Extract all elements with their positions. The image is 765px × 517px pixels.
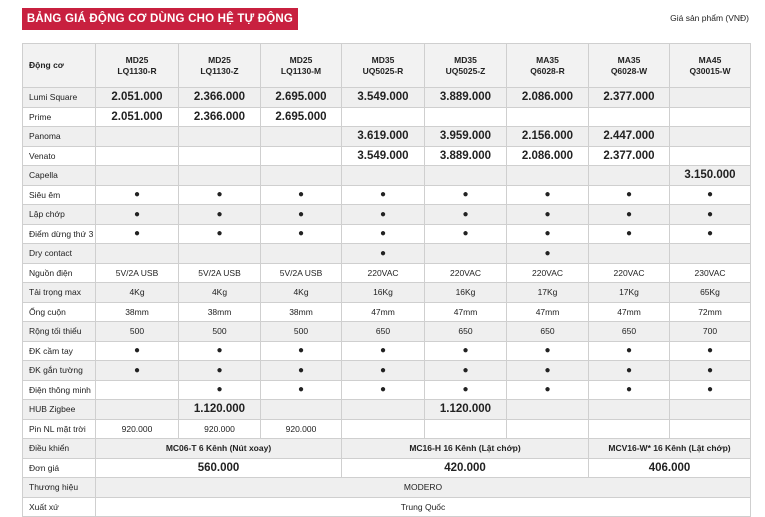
table-cell: 500: [261, 322, 342, 342]
table-cell: 72mm: [670, 302, 751, 322]
table-cell: 500: [96, 322, 179, 342]
table-cell: [342, 166, 425, 186]
row-label: Dry contact: [23, 244, 96, 264]
feature-dot-cell: ●: [670, 341, 751, 361]
table-cell: 65Kg: [670, 283, 751, 303]
feature-dot-cell: ●: [342, 341, 425, 361]
table-row: [23, 400, 751, 420]
table-cell: 700: [670, 322, 751, 342]
model-series: MD25: [289, 54, 313, 65]
feature-dot-cell: ●: [179, 380, 261, 400]
table-cell: [179, 166, 261, 186]
table-cell: [179, 127, 261, 147]
table-cell: [425, 419, 507, 439]
feature-dot-cell: ●: [261, 380, 342, 400]
row-label: Lumi Square: [23, 88, 96, 108]
table-cell: 500: [179, 322, 261, 342]
table-cell: [96, 166, 179, 186]
table-cell: [670, 146, 751, 166]
table-cell: [589, 166, 670, 186]
feature-dot-cell: [96, 244, 179, 264]
column-header: [670, 44, 751, 88]
table-cell: [261, 166, 342, 186]
model-series: MD35: [454, 54, 477, 65]
row-label: Thương hiệu: [23, 478, 96, 498]
table-cell: [261, 146, 342, 166]
table-row: [23, 127, 751, 147]
table-cell: 2.366.000: [179, 107, 261, 127]
table-cell: 220VAC: [342, 263, 425, 283]
table-row: [23, 205, 751, 225]
feature-dot-cell: ●: [261, 205, 342, 225]
table-cell: 220VAC: [589, 263, 670, 283]
table-cell: 47mm: [425, 302, 507, 322]
model-code: Q6028-W: [610, 65, 648, 76]
table-cell: [425, 107, 507, 127]
model-code: Q6028-R: [530, 65, 565, 76]
feature-dot-cell: ●: [179, 205, 261, 225]
row-label: Pin NL mặt trời: [23, 419, 96, 439]
table-row: [23, 263, 751, 283]
row-label: Siêu êm: [23, 185, 96, 205]
table-row: [23, 146, 751, 166]
feature-dot-cell: [425, 244, 507, 264]
feature-dot-cell: ●: [589, 224, 670, 244]
feature-dot-cell: ●: [96, 341, 179, 361]
column-header: [179, 44, 261, 88]
feature-dot-cell: ●: [179, 361, 261, 381]
merged-cell: 560.000: [96, 458, 342, 478]
feature-dot-cell: ●: [507, 380, 589, 400]
feature-dot-cell: ●: [342, 205, 425, 225]
table-cell: [96, 400, 179, 420]
table-cell: 5V/2A USB: [261, 263, 342, 283]
model-code: UQ5025-R: [362, 65, 404, 76]
feature-dot-cell: ●: [179, 341, 261, 361]
column-header: [96, 44, 179, 88]
feature-dot-cell: ●: [96, 361, 179, 381]
table-cell: [670, 419, 751, 439]
row-label: HUB Zigbee: [23, 400, 96, 420]
row-label: Panoma: [23, 127, 96, 147]
merged-cell: MCV16-W* 16 Kênh (Lật chớp): [589, 439, 751, 459]
column-header: [342, 44, 425, 88]
table-cell: 1.120.000: [425, 400, 507, 420]
table-cell: [589, 419, 670, 439]
table-cell: 4Kg: [179, 283, 261, 303]
table-cell: 2.377.000: [589, 88, 670, 108]
table-cell: [507, 400, 589, 420]
table-cell: 16Kg: [425, 283, 507, 303]
table-row: [23, 361, 751, 381]
feature-dot-cell: ●: [507, 205, 589, 225]
feature-dot-cell: ●: [589, 185, 670, 205]
table-row: [23, 478, 751, 498]
feature-dot-cell: [179, 244, 261, 264]
table-cell: 3.619.000: [342, 127, 425, 147]
table-row: [23, 166, 751, 186]
feature-dot-cell: ●: [670, 224, 751, 244]
table-cell: 2.695.000: [261, 88, 342, 108]
model-series: MA35: [617, 54, 641, 65]
feature-dot-cell: ●: [670, 205, 751, 225]
table-row: [23, 185, 751, 205]
table-cell: 920.000: [96, 419, 179, 439]
table-cell: [96, 127, 179, 147]
table-row: [23, 244, 751, 264]
table-row: [23, 107, 751, 127]
model-code: LQ1130-M: [280, 65, 322, 76]
feature-dot-cell: ●: [670, 361, 751, 381]
feature-dot-cell: ●: [425, 341, 507, 361]
table-row: [23, 439, 751, 459]
row-label: Điện thông minh: [23, 380, 96, 400]
table-cell: 2.156.000: [507, 127, 589, 147]
table-cell: 38mm: [179, 302, 261, 322]
table-cell: [589, 107, 670, 127]
table-row: [23, 341, 751, 361]
model-series: MD25: [208, 54, 231, 65]
table-cell: 5V/2A USB: [179, 263, 261, 283]
table-cell: 3.889.000: [425, 146, 507, 166]
table-cell: 220VAC: [425, 263, 507, 283]
row-label: Ống cuộn: [23, 302, 96, 322]
table-cell: 650: [589, 322, 670, 342]
merged-cell: MC16-H 16 Kênh (Lật chớp): [342, 439, 589, 459]
feature-dot-cell: ●: [425, 380, 507, 400]
feature-dot-cell: ●: [507, 341, 589, 361]
table-cell: 17Kg: [589, 283, 670, 303]
feature-dot-cell: ●: [589, 361, 670, 381]
table-cell: [670, 107, 751, 127]
row-label: Tải trọng max: [23, 283, 96, 303]
feature-dot-cell: ●: [507, 244, 589, 264]
model-code: Q30015-W: [689, 65, 731, 76]
column-header: [589, 44, 670, 88]
feature-dot-cell: ●: [179, 185, 261, 205]
feature-dot-cell: ●: [261, 185, 342, 205]
table-cell: 1.120.000: [179, 400, 261, 420]
feature-dot-cell: ●: [342, 185, 425, 205]
table-cell: 47mm: [507, 302, 589, 322]
feature-dot-cell: [589, 244, 670, 264]
feature-dot-cell: ●: [589, 341, 670, 361]
model-series: MA35: [536, 54, 559, 65]
merged-cell: 406.000: [589, 458, 751, 478]
table-cell: 2.051.000: [96, 107, 179, 127]
row-label: Xuất xứ: [23, 497, 96, 517]
feature-dot-cell: ●: [261, 361, 342, 381]
feature-dot-cell: ●: [342, 380, 425, 400]
feature-dot-cell: ●: [507, 185, 589, 205]
feature-dot-cell: ●: [589, 380, 670, 400]
table-cell: [179, 146, 261, 166]
row-label: Capella: [23, 166, 96, 186]
model-code: LQ1130-Z: [200, 65, 239, 76]
feature-dot-cell: ●: [96, 224, 179, 244]
table-row: [23, 380, 751, 400]
corner-label: Động cơ: [23, 44, 96, 88]
row-label: Điểm dừng thứ 3: [23, 224, 96, 244]
feature-dot-cell: ●: [261, 224, 342, 244]
row-label: Điều khiển: [23, 439, 96, 459]
table-row: [23, 458, 751, 478]
table-cell: 3.889.000: [425, 88, 507, 108]
row-label: ĐK cầm tay: [23, 341, 96, 361]
page-title-banner: BẢNG GIÁ ĐỘNG CƠ DÙNG CHO HỆ TỰ ĐỘNG: [22, 8, 298, 30]
table-row: [23, 322, 751, 342]
feature-dot-cell: ●: [96, 185, 179, 205]
feature-dot-cell: ●: [425, 205, 507, 225]
table-cell: [507, 107, 589, 127]
table-cell: 920.000: [261, 419, 342, 439]
table-cell: 2.447.000: [589, 127, 670, 147]
model-series: MD35: [371, 54, 395, 65]
row-label: Nguồn điện: [23, 263, 96, 283]
table-cell: 38mm: [261, 302, 342, 322]
table-row: [23, 224, 751, 244]
column-header: [261, 44, 342, 88]
row-label: Venato: [23, 146, 96, 166]
feature-dot-cell: ●: [670, 185, 751, 205]
merged-cell: MODERO: [96, 478, 751, 498]
table-cell: 47mm: [589, 302, 670, 322]
table-cell: 3.150.000: [670, 166, 751, 186]
table-row: [23, 302, 751, 322]
table-cell: [670, 88, 751, 108]
merged-cell: MC06-T 6 Kênh (Nút xoay): [96, 439, 342, 459]
table-cell: [589, 400, 670, 420]
table-cell: 17Kg: [507, 283, 589, 303]
table-cell: 650: [342, 322, 425, 342]
feature-dot-cell: ●: [425, 185, 507, 205]
price-unit-note: Giá sản phẩm (VNĐ): [670, 13, 749, 23]
table-cell: [342, 419, 425, 439]
feature-dot-cell: ●: [425, 361, 507, 381]
model-code: UQ5025-Z: [445, 65, 486, 76]
model-series: MD25: [125, 54, 149, 65]
table-cell: [261, 127, 342, 147]
feature-dot-cell: ●: [96, 205, 179, 225]
column-header: [507, 44, 589, 88]
table-cell: 230VAC: [670, 263, 751, 283]
table-cell: [670, 400, 751, 420]
feature-dot-cell: ●: [507, 361, 589, 381]
row-label: Prime: [23, 107, 96, 127]
feature-dot-cell: ●: [670, 380, 751, 400]
table-cell: 2.086.000: [507, 88, 589, 108]
feature-dot-cell: ●: [425, 224, 507, 244]
table-cell: 3.549.000: [342, 146, 425, 166]
feature-dot-cell: ●: [507, 224, 589, 244]
feature-dot-cell: [670, 244, 751, 264]
table-cell: [507, 166, 589, 186]
model-code: LQ1130-R: [117, 65, 157, 76]
table-cell: 4Kg: [261, 283, 342, 303]
table-cell: [507, 419, 589, 439]
table-cell: 650: [507, 322, 589, 342]
feature-dot-cell: ●: [342, 361, 425, 381]
table-cell: 5V/2A USB: [96, 263, 179, 283]
table-cell: 38mm: [96, 302, 179, 322]
table-cell: 2.377.000: [589, 146, 670, 166]
table-cell: 2.086.000: [507, 146, 589, 166]
table-cell: 3.959.000: [425, 127, 507, 147]
table-cell: [261, 400, 342, 420]
feature-dot-cell: ●: [179, 224, 261, 244]
feature-dot-cell: [96, 380, 179, 400]
feature-dot-cell: ●: [342, 244, 425, 264]
feature-dot-cell: ●: [342, 224, 425, 244]
table-row: [23, 497, 751, 517]
feature-dot-cell: ●: [261, 341, 342, 361]
row-label: Lập chớp: [23, 205, 96, 225]
table-cell: 47mm: [342, 302, 425, 322]
motor-price-table: [22, 43, 751, 517]
feature-dot-cell: ●: [589, 205, 670, 225]
feature-dot-cell: [261, 244, 342, 264]
table-cell: [342, 400, 425, 420]
table-cell: [425, 166, 507, 186]
table-cell: [670, 127, 751, 147]
table-cell: 2.051.000: [96, 88, 179, 108]
row-label: Rộng tối thiểu: [23, 322, 96, 342]
table-cell: 2.366.000: [179, 88, 261, 108]
table-cell: [96, 146, 179, 166]
column-header: [425, 44, 507, 88]
merged-cell: Trung Quốc: [96, 497, 751, 517]
row-label: Đơn giá: [23, 458, 96, 478]
table-cell: [342, 107, 425, 127]
model-series: MA45: [698, 54, 722, 65]
table-row: [23, 88, 751, 108]
table-row: [23, 283, 751, 303]
table-cell: 2.695.000: [261, 107, 342, 127]
table-cell: 920.000: [179, 419, 261, 439]
table-cell: 220VAC: [507, 263, 589, 283]
table-cell: 650: [425, 322, 507, 342]
table-row: [23, 419, 751, 439]
row-label: ĐK gắn tường: [23, 361, 96, 381]
table-cell: 3.549.000: [342, 88, 425, 108]
table-header-row: [23, 44, 751, 88]
table-cell: 4Kg: [96, 283, 179, 303]
table-cell: 16Kg: [342, 283, 425, 303]
merged-cell: 420.000: [342, 458, 589, 478]
